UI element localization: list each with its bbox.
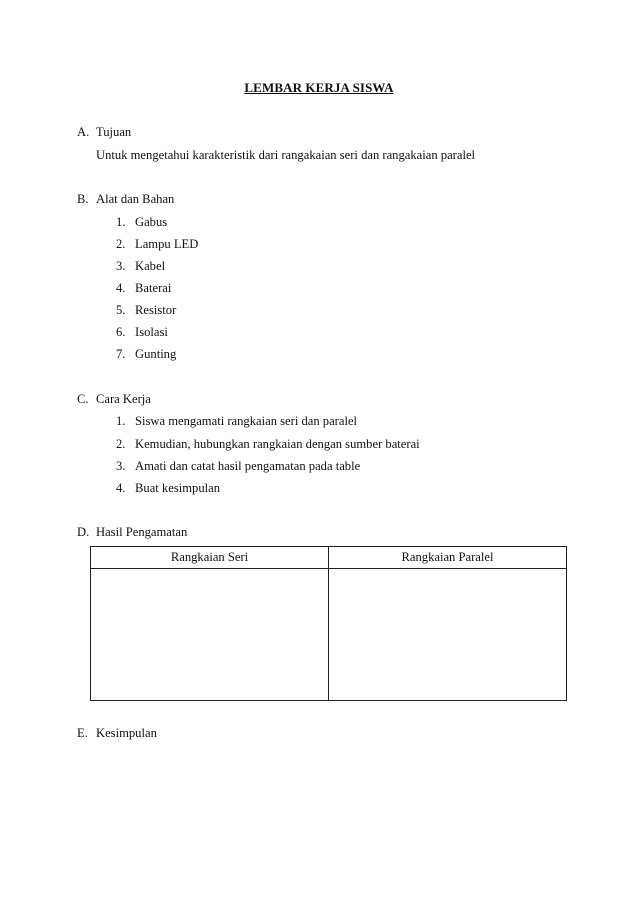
section-a-text: Untuk mengetahui karakteristik dari rangakaian seri dan rangakaian paralel [96, 148, 476, 162]
list-item [116, 303, 176, 318]
section-d-heading [77, 525, 187, 540]
section-c-title: Cara Kerja [96, 392, 151, 406]
list-item [116, 414, 357, 429]
header-rangkaian-seri: Rangkaian Seri [91, 547, 329, 569]
list-label: Resistor [135, 303, 177, 317]
list-number: 2. [116, 237, 126, 251]
list-number: 5. [116, 303, 126, 317]
list-label: Baterai [135, 281, 172, 295]
list-label: Siswa mengamati rangkaian seri dan paralel [135, 414, 358, 428]
section-b-letter: B. [77, 192, 89, 206]
section-c-letter: C. [77, 392, 89, 406]
list-item [116, 325, 168, 340]
section-a-title: Tujuan [96, 125, 132, 139]
list-number: 1. [116, 215, 126, 229]
table-row [91, 569, 567, 701]
list-item [116, 481, 220, 496]
list-item [116, 215, 167, 230]
list-label: Kabel [135, 259, 166, 273]
table-header-row [91, 547, 567, 569]
list-item [116, 281, 171, 296]
list-number: 4. [116, 481, 126, 495]
page-title: LEMBAR KERJA SISWA [244, 80, 394, 95]
section-a-letter: A. [77, 125, 90, 139]
cell-rangkaian-seri [91, 569, 329, 701]
list-item [116, 237, 198, 252]
section-d-letter: D. [77, 525, 90, 539]
header-rangkaian-paralel: Rangkaian Paralel [329, 547, 567, 569]
list-label: Gabus [135, 215, 168, 229]
section-a-heading [77, 125, 131, 140]
list-label: Amati dan catat hasil pengamatan pada table [135, 459, 361, 473]
section-e-heading [77, 726, 157, 741]
list-label: Kemudian, hubungkan rangkaian dengan sumber baterai [135, 437, 420, 451]
section-e-title: Kesimpulan [96, 726, 157, 740]
section-b-heading [77, 192, 174, 207]
list-number: 2. [116, 437, 126, 451]
list-item [116, 437, 420, 452]
list-number: 1. [116, 414, 126, 428]
list-number: 6. [116, 325, 126, 339]
list-item [116, 459, 360, 474]
list-label: Buat kesimpulan [135, 481, 220, 495]
observation-table [90, 546, 567, 701]
section-b-title: Alat dan Bahan [96, 192, 175, 206]
list-number: 3. [116, 459, 126, 473]
cell-rangkaian-paralel [329, 569, 567, 701]
list-label: Gunting [135, 347, 177, 361]
list-number: 7. [116, 347, 126, 361]
list-label: Isolasi [135, 325, 168, 339]
section-c-heading [77, 392, 151, 407]
section-d-title: Hasil Pengamatan [96, 525, 188, 539]
list-number: 3. [116, 259, 126, 273]
list-item [116, 259, 165, 274]
list-label: Lampu LED [135, 237, 199, 251]
list-item [116, 347, 176, 362]
list-number: 4. [116, 281, 126, 295]
section-e-letter: E. [77, 726, 88, 740]
